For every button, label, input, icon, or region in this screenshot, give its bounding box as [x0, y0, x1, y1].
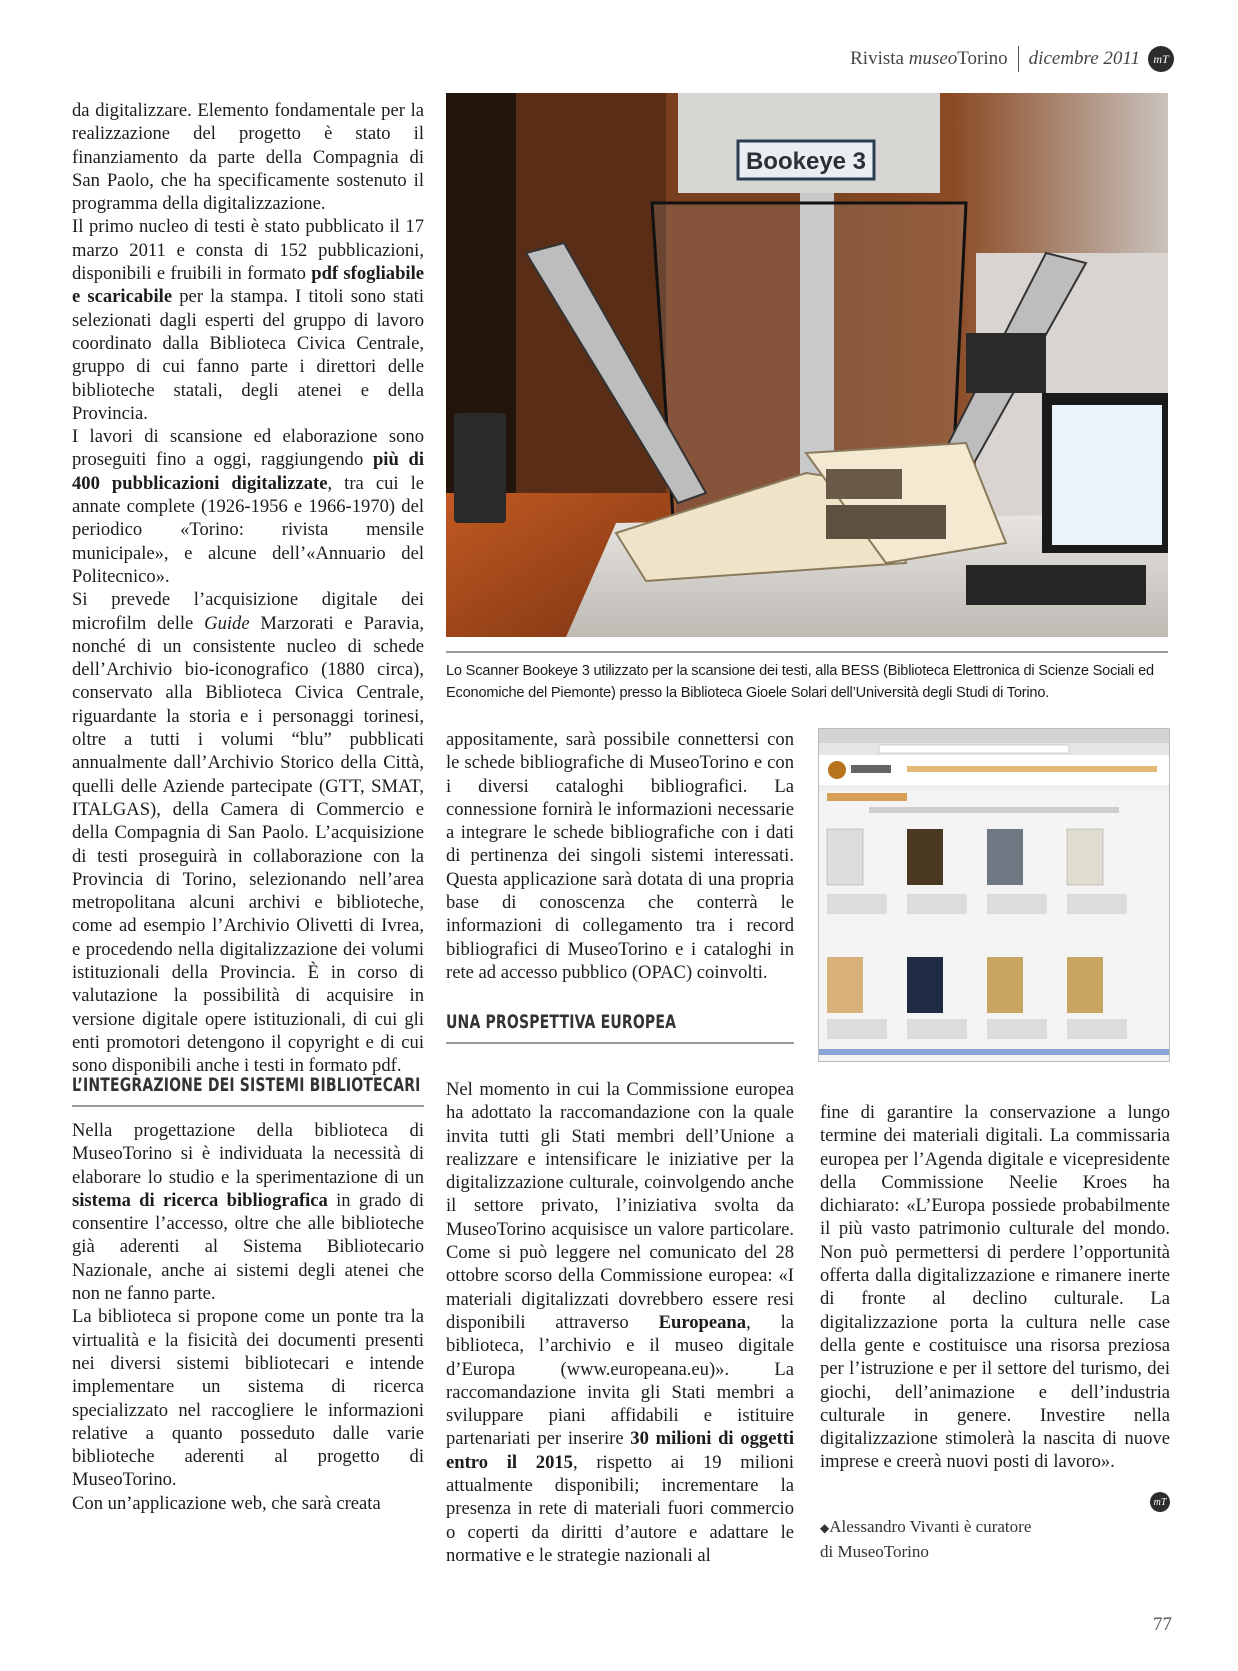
page-number: 77: [1153, 1614, 1172, 1635]
issue-date: dicembre 2011: [1028, 48, 1140, 69]
section-rule: [446, 1042, 794, 1044]
bookeye-label: Bookeye 3: [745, 148, 867, 175]
column-1-text: [72, 99, 424, 1077]
paragraph: Nel momento in cui la Commissione europea ha adottato la raccomandazione con la quale invita tutti gli Stati membri dell’Unione a realizzare e intensificare le iniziative per la digitalizzazione culturale, coinvolgendo anche il settore privato, l’iniziativa svolta da MuseoTorino acquisisce un valore particolare. Come si può leggere nel comunicato del 28 ottobre scorso della Commissione europea: «I materiali digitalizzati dovrebbero essere resi disponibili attraverso Europeana, la biblioteca, l’archivio e il museo digitale d’Europa (www.europeana.eu)». La raccomandazione invita gli Stati membri a sviluppare piani affidabili e istituire partenariati per inserire 30 milioni di oggetti entro il 2015, rispetto ai 19 milioni attualmente disponibili; incrementare la presenza in rete di materiali fuori commercio o coperti da diritti d’autore e adattare le normative e le strategie nazionali al: [446, 1079, 795, 1566]
column-3-text: [820, 1101, 1170, 1474]
section-title-integrazione: L’INTEGRAZIONE DEI SISTEMI BIBLIOTECARI: [72, 1074, 421, 1096]
section-2-body: [446, 1078, 794, 1567]
header-divider: [1018, 46, 1019, 72]
magazine-name: Rivista museoTorino: [850, 48, 1008, 69]
paragraph: fine di garantire la conservazione a lungo termine dei materiali digitali. La commissaria europea per l’Agenda digitale e vicepresidente della Commissione Neelie Kroes ha dichiarato: «L’Europa possiede probabilmente il più vasto patrimonio culturale del mondo. Non può permettersi di perdere l’opportunità offerta dalla digitalizzazione e rimanere inerte di fronte al declino culturale. La digitalizzazione porta la cultura nelle case della gente e costituisce una risorsa preziosa per l’istruzione e per il settore del turismo, dei giochi, dell’animazione e dell’industria culturale in genere. Investire nella digitalizzazione stimolerà la nascita di nuove imprese e creerà nuovi posti di lavoro».: [820, 1102, 1170, 1473]
section-rule: [72, 1105, 424, 1107]
paragraph: Con un’applicazione web, che sarà creata: [72, 1492, 381, 1514]
paragraph: da digitalizzare. Elemento fondamentale per la realizzazione del progetto è stato il finanziamento da parte della Compagnia di San Paolo, che ha specificamente sostenuto il programma della digitalizzazione.: [72, 100, 424, 215]
paragraph: I lavori di scansione ed elaborazione sono proseguiti fino a oggi, raggiungendo più di 400 pubblicazioni digitalizzate, tra cui le annate complete (1926-1956 e 1966-1970) del periodico «Torino: rivista mensile municipale», e alcune dell’«Annuario del Politecnico».: [72, 426, 424, 587]
paragraph: Nella progettazione della biblioteca di MuseoTorino si è individuata la necessità di elaborare lo studio e la sperimentazione di un sistema di ricerca bibliografica in grado di consentire l’accesso, oltre che alle biblioteche già aderenti al Sistema Bibliotecario Nazionale, anche ai sistemi degli atenei che non ne fanno parte.: [72, 1120, 424, 1305]
diamond-bullet-icon: ◆: [820, 1521, 830, 1535]
paragraph: La biblioteca si propone come un ponte tra la virtualità e la fisicità dei documenti presenti nei diversi sistemi bibliotecari e intende implementare un sistema di ricerca specializzato nel raccogliere le informazioni relative a quanto posseduto dalle varie biblioteche aderenti al progetto di MuseoTorino.: [72, 1306, 424, 1491]
column-2-text: [446, 728, 794, 984]
photo-caption: Lo Scanner Bookeye 3 utilizzato per la scansione dei testi, alla BESS (Biblioteca Elettronica di Scienze Sociali ed Economiche del Piemonte) presso la Biblioteca Gioele Solari dell’Università degli Studi di Torino.: [446, 663, 1154, 701]
museotorino-logo-icon: mT: [1148, 46, 1174, 72]
paragraph: appositamente, sarà possibile connettersi con le schede bibliografiche di MuseoTorino e con i diversi cataloghi bibliografici. La connessione fornirà le informazioni necessarie a integrare le schede bibliografiche con i dati di pertinenza dei singoli sistemi interessati. Questa applicazione sarà dotata di una propria base di conoscenza che conterrà le informazioni di collegamento tra i record bibliografici di MuseoTorino e i cataloghi in rete ad accesso pubblico (OPAC) coinvolti.: [446, 729, 794, 983]
scanner-photo: [446, 93, 1168, 637]
section-title-europea: UNA PROSPETTIVA EUROPEA: [446, 1011, 677, 1033]
running-header: [850, 44, 1174, 74]
end-mark-logo: [1150, 1492, 1170, 1512]
paragraph: Si prevede l’acquisizione digitale dei microfilm delle Guide Marzorati e Paravia, nonché di un consistente nucleo di schede dell’Archivio bio-iconografico (1880 circa), conservato alla Biblioteca Civica Centrale, riguardante la storia e i personaggi torinesi, oltre a tutti i volumi “blu” pubblicati annualmente dall’Archivio Storico della Città, quelli delle Aziende partecipate (GTT, SMAT, ITALGAS), della Camera di Commercio e della Compagnia di San Paolo. L’acquisizione di testi proseguirà in collaborazione con la Provincia di Torino, selezionando nell’area metropolitana alcuni archivi e biblioteche, come ad esempio l’Archivio Olivetti di Ivrea, e procedendo nella digitalizzazione dei volumi istituzionali della Provincia. È in corso di valutazione la possibilità di acquisire in versione digitale opere istituzionali, di cui gli enti promotori detengono il copyright e di cui sono disponibili anche i testi in formato pdf.: [72, 589, 425, 1077]
museotorino-logo-icon: mT: [1150, 1492, 1170, 1512]
caption-rule: [446, 651, 1168, 653]
paragraph: Il primo nucleo di testi è stato pubblicato il 17 marzo 2011 e consta di 152 pubblicazioni, disponibili e fruibili in formato pdf sfogliabile e scaricabile per la stampa. I titoli sono stati selezionati dagli esperti del gruppo di lavoro coordinato dalla Biblioteca Civica Centrale, gruppo di cui fanno parte i direttori delle biblioteche statali, degli atenei e della Provincia.: [72, 216, 424, 424]
website-screenshot: [818, 728, 1170, 1062]
section-1-body: [72, 1119, 424, 1515]
author-byline: ◆Alessandro Vivanti è curatore di MuseoTorino: [820, 1517, 1032, 1561]
